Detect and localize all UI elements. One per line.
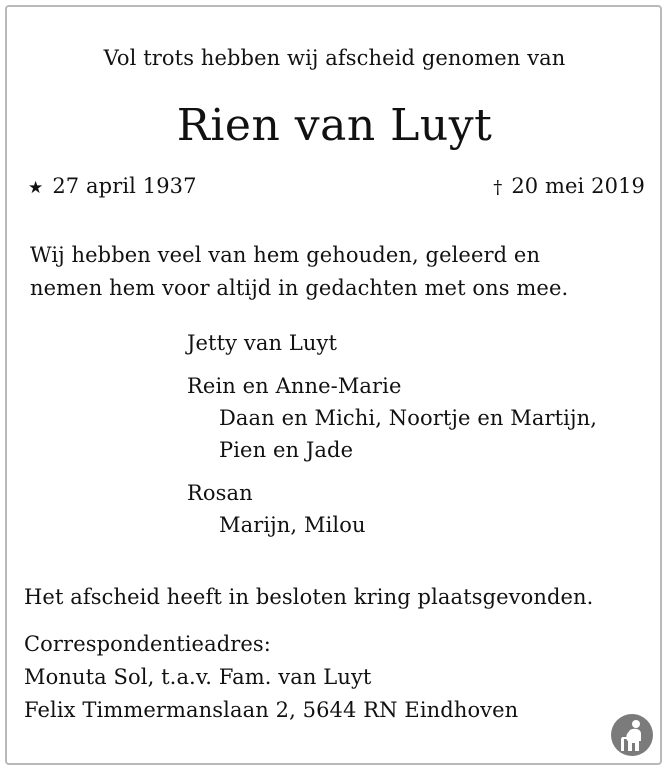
correspondence-address: Felix Timmermanslaan 2, 5644 RN Eindhoven (24, 698, 519, 722)
star-icon: ★ (28, 178, 44, 198)
correspondence-heading: Correspondentieadres: (24, 632, 271, 656)
family-member-line: Daan en Michi, Noortje en Martijn, (219, 406, 597, 430)
intro-text: Vol trots hebben wij afscheid genomen van (103, 46, 566, 70)
death-date: 20 mei 2019 (511, 174, 645, 198)
closing-text: Het afscheid heeft in besloten kring plaatsgevonden. (24, 585, 594, 609)
death-date-line (493, 173, 645, 201)
correspondence-name: Monuta Sol, t.a.v. Fam. van Luyt (24, 665, 372, 689)
message-line-2: nemen hem voor altijd in gedachten met ons mee. (30, 276, 569, 300)
birth-date-line (28, 173, 197, 201)
deceased-name: Rien van Luyt (176, 100, 493, 151)
cross-icon: † (493, 177, 503, 198)
family-member-line: Rein en Anne-Marie (187, 374, 402, 398)
family-member-line: Marijn, Milou (219, 513, 366, 537)
family-member-line: Pien en Jade (219, 438, 354, 462)
family-member-line: Jetty van Luyt (187, 331, 338, 355)
mourning-figure-icon (610, 713, 654, 757)
birth-date: 27 april 1937 (52, 174, 197, 198)
family-member-line: Rosan (187, 481, 253, 505)
message-line-1: Wij hebben veel van hem gehouden, geleerd en (30, 243, 541, 267)
